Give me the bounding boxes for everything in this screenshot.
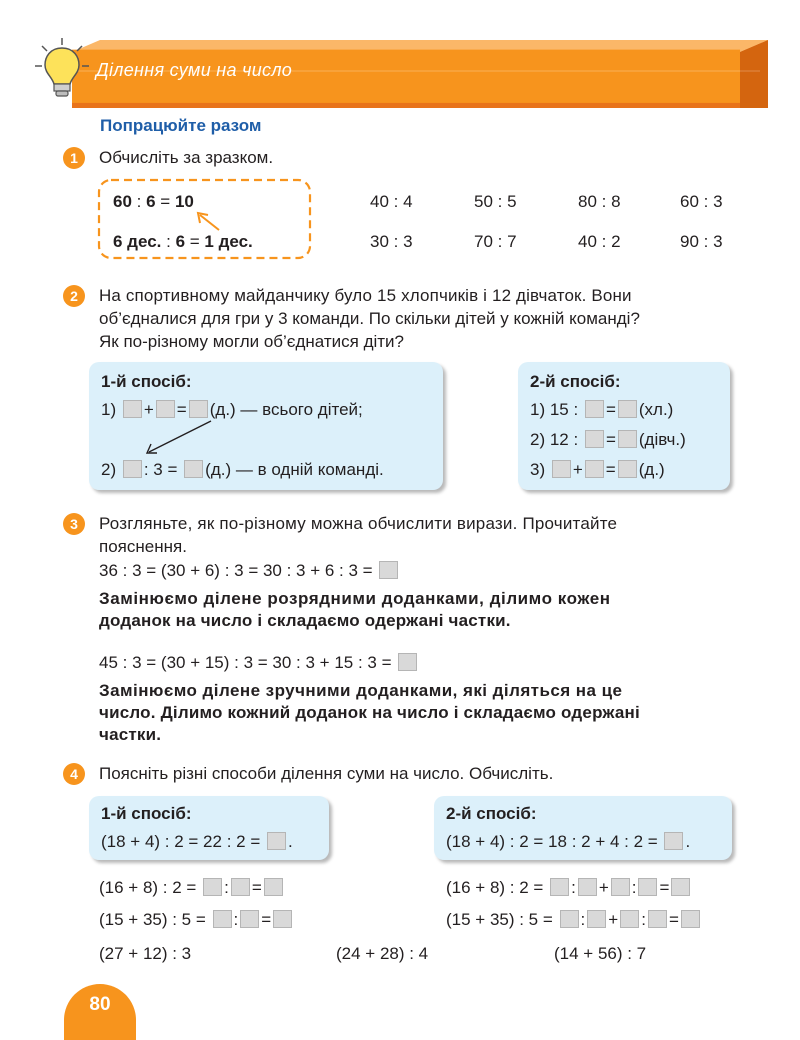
answer-box[interactable] — [638, 878, 657, 896]
expression-text: 45 : 3 = (30 + 15) : 3 = 30 : 3 + 15 : 3 = — [99, 653, 392, 672]
exercise-cell: 80 : 8 — [578, 192, 621, 211]
equals-sign: = — [668, 910, 679, 929]
plus-sign: + — [143, 400, 154, 419]
exercise-cell: 50 : 5 — [474, 192, 517, 211]
plus-sign: + — [608, 910, 619, 929]
explain-line: частки. — [99, 725, 162, 744]
example-line-2 — [113, 232, 253, 252]
colon-sign: : — [571, 878, 576, 897]
answer-box[interactable] — [123, 400, 142, 418]
example2-op: : — [161, 232, 176, 251]
answer-box[interactable] — [184, 460, 203, 478]
task4-right-row-1 — [446, 878, 692, 898]
step-label: 2) — [101, 460, 117, 479]
method1-title: 1-й спосіб: — [101, 804, 192, 823]
example1-result: 10 — [174, 192, 194, 211]
equals-sign: = — [261, 910, 272, 929]
expression-text: (16 + 8) : 2 = — [99, 878, 197, 897]
division-part: : 3 = — [143, 460, 178, 479]
task3-explanation-2 — [99, 680, 731, 746]
answer-box[interactable] — [379, 561, 398, 579]
step-label: 1) 15 : — [530, 400, 579, 419]
plus-sign: + — [572, 460, 583, 479]
task2-line: Як по-різному могли об’єднатися діти? — [99, 332, 405, 351]
exercise-cell: 60 : 3 — [680, 192, 723, 211]
explain-line: Замінюємо ділене зручними доданками, які діляться на це — [99, 681, 623, 700]
example1-op: : — [131, 192, 147, 211]
example1-a: 60 — [113, 192, 132, 211]
answer-box[interactable] — [231, 878, 250, 896]
answer-box[interactable] — [552, 460, 571, 478]
step-tail: (д.) — всього дітей; — [209, 400, 363, 419]
task4-method1-card — [89, 796, 329, 860]
answer-box[interactable] — [203, 878, 222, 896]
example1-eq: = — [155, 192, 175, 211]
method2-step3 — [530, 460, 665, 480]
method2-title: 2-й спосіб: — [446, 804, 537, 823]
task3-expression-2 — [99, 653, 419, 673]
exercise-cell: 40 : 4 — [370, 192, 413, 211]
answer-box[interactable] — [189, 400, 208, 418]
answer-box[interactable] — [267, 832, 286, 850]
expression-text: (16 + 8) : 2 = — [446, 878, 544, 897]
arrow-icon — [139, 418, 219, 458]
colon-sign: : — [631, 878, 637, 897]
answer-box[interactable] — [664, 832, 683, 850]
colon-sign: : — [224, 878, 229, 897]
plus-sign: + — [598, 878, 609, 897]
task3-line: пояснення. — [99, 537, 187, 556]
equals-sign: = — [605, 460, 616, 479]
answer-box[interactable] — [273, 910, 292, 928]
banner-title: Ділення суми на число — [96, 60, 293, 80]
example2-b: 6 — [175, 232, 186, 251]
equals-sign: = — [659, 878, 670, 897]
example2-a: 6 дес. — [113, 232, 162, 251]
method1-step1 — [101, 400, 363, 420]
method2-step1 — [530, 400, 673, 420]
exercise-cell: 70 : 7 — [474, 232, 517, 251]
step-tail: (д.) — в одній команді. — [205, 460, 384, 479]
colon-sign: : — [641, 910, 646, 929]
task-number-1: 1 — [63, 147, 85, 169]
step-label: 3) — [530, 460, 546, 479]
answer-box[interactable] — [648, 910, 667, 928]
task2-method1-card — [89, 362, 443, 490]
exercise-cell: 40 : 2 — [578, 232, 621, 251]
answer-box[interactable] — [585, 400, 604, 418]
task4-bottom-expression: (14 + 56) : 7 — [554, 944, 647, 963]
answer-box[interactable] — [620, 910, 639, 928]
example2-eq: = — [185, 232, 205, 251]
method2-expression — [446, 832, 690, 852]
equals-sign: = — [176, 400, 187, 419]
answer-box[interactable] — [550, 878, 569, 896]
lightbulb-icon — [34, 36, 90, 102]
task3-expression-1 — [99, 561, 400, 581]
task2-method2-card — [518, 362, 730, 490]
task4-bottom-expression: (24 + 28) : 4 — [336, 944, 429, 963]
task2-line: об’єдналися для гри у 3 команди. По скільки дітей у кожній команді? — [99, 309, 640, 328]
answer-box[interactable] — [671, 878, 690, 896]
step-tail: (дівч.) — [638, 430, 686, 449]
section-heading: Попрацюйте разом — [100, 116, 262, 135]
equals-sign: = — [605, 400, 616, 419]
answer-box[interactable] — [611, 878, 630, 896]
explain-line: число. Ділимо кожний доданок на число і складаємо одержані — [99, 703, 640, 722]
method1-step2 — [101, 460, 384, 480]
task3-line: Розгляньте, як по-різному можна обчислити вирази. Прочитайте — [99, 514, 618, 533]
period: . — [287, 832, 293, 851]
answer-box[interactable] — [240, 910, 259, 928]
exercise-cell: 30 : 3 — [370, 232, 413, 251]
task2-line: На спортивному майданчику було 15 хлопчиків і 12 дівчаток. Вони — [99, 286, 632, 305]
expression-text: 36 : 3 = (30 + 6) : 3 = 30 : 3 + 6 : 3 = — [99, 561, 373, 580]
answer-box[interactable] — [213, 910, 232, 928]
equals-sign: = — [605, 430, 616, 449]
method1-title: 1-й спосіб: — [101, 372, 192, 391]
method2-step2 — [530, 430, 686, 450]
example2-result: 1 дес. — [204, 232, 253, 251]
explain-line: Замінюємо ділене розрядними доданками, ділимо кожен — [99, 589, 611, 608]
answer-box[interactable] — [618, 400, 637, 418]
answer-box[interactable] — [560, 910, 579, 928]
equals-sign: = — [251, 878, 262, 897]
task-number-3: 3 — [63, 513, 85, 535]
page-number: 80 — [89, 994, 111, 1015]
answer-box[interactable] — [264, 878, 283, 896]
step-tail: (д.) — [638, 460, 665, 479]
answer-box[interactable] — [123, 460, 142, 478]
answer-box[interactable] — [618, 430, 637, 448]
colon-sign: : — [580, 910, 586, 929]
expression-text: (15 + 35) : 5 = — [99, 910, 206, 929]
answer-box[interactable] — [618, 460, 637, 478]
task1-instruction: Обчисліть за зразком. — [99, 148, 274, 167]
example1-b: 6 — [146, 192, 156, 211]
step-label: 1) — [101, 400, 117, 419]
step-tail: (хл.) — [638, 400, 674, 419]
answer-box[interactable] — [156, 400, 175, 418]
task4-method2-card — [434, 796, 732, 860]
answer-box[interactable] — [585, 430, 604, 448]
task4-right-row-2 — [446, 910, 702, 930]
task3-explanation-1 — [99, 588, 731, 632]
task-number-4: 4 — [63, 763, 85, 785]
expression-text: (18 + 4) : 2 = 18 : 2 + 4 : 2 = — [446, 832, 658, 851]
method1-expression — [101, 832, 293, 852]
task4-left-row-1 — [99, 878, 285, 898]
answer-box[interactable] — [398, 653, 417, 671]
task4-instruction: Поясніть різні способи ділення суми на число. Обчисліть. — [99, 764, 554, 783]
answer-box[interactable] — [578, 878, 597, 896]
banner — [0, 28, 800, 108]
answer-box[interactable] — [585, 460, 604, 478]
answer-box[interactable] — [681, 910, 700, 928]
explain-line: доданок на число і складаємо одержані частки. — [99, 611, 511, 630]
task4-left-row-2 — [99, 910, 294, 930]
task-number-2: 2 — [63, 285, 85, 307]
task4-bottom-expression: (27 + 12) : 3 — [99, 944, 192, 963]
expression-text: (15 + 35) : 5 = — [446, 910, 553, 929]
step-label: 2) 12 : — [530, 430, 579, 449]
answer-box[interactable] — [587, 910, 606, 928]
example-line-1 — [113, 192, 194, 212]
exercise-cell: 90 : 3 — [680, 232, 723, 251]
period: . — [685, 832, 691, 851]
page-number-tab — [64, 984, 136, 1040]
expression-text: (18 + 4) : 2 = 22 : 2 = — [101, 832, 261, 851]
method2-title: 2-й спосіб: — [530, 372, 621, 391]
colon-sign: : — [233, 910, 239, 929]
